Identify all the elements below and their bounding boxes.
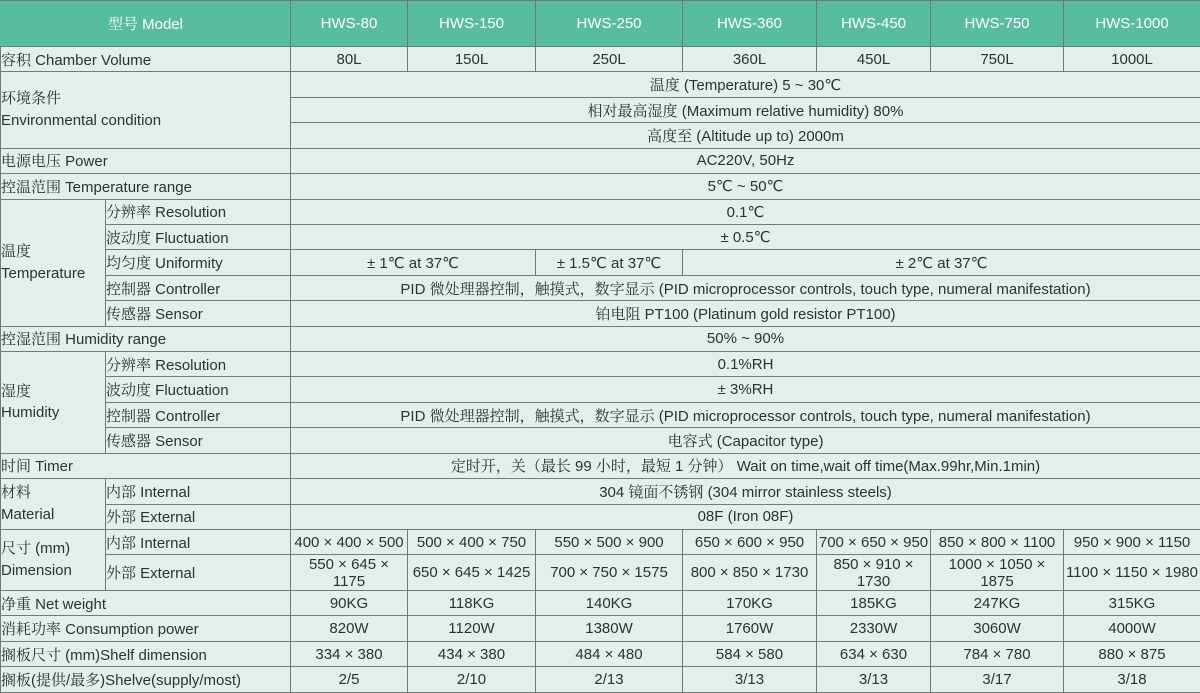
row-humidity-range <box>1 326 1200 351</box>
dimension-external-value: 800 × 850 × 1730 <box>683 555 817 591</box>
material-internal-value: 304 镜面不锈钢 (304 mirror stainless steels) <box>291 479 1200 504</box>
dimension-external-value: 850 × 910 × 1730 <box>817 555 931 591</box>
shelves-supply-label: 搁板(提供/最多)Shelve(supply/most) <box>1 667 291 693</box>
row-chamber-volume <box>1 47 1200 72</box>
temperature-resolution-value: 0.1℃ <box>291 199 1200 224</box>
temperature-uniformity-value: ± 1.5℃ at 37℃ <box>536 250 683 275</box>
header-row <box>1 1 1200 47</box>
dimension-internal-value: 400 × 400 × 500 <box>291 530 408 555</box>
row-humidity-controller <box>1 402 1200 427</box>
environment-condition: 相对最高湿度 (Maximum relative humidity) 80% <box>291 97 1200 122</box>
environment-label: 环境条件 Environmental condition <box>1 72 291 148</box>
material-external-label: 外部 External <box>106 504 291 529</box>
row-environment-temperature <box>1 72 1200 97</box>
net-weight-value: 90KG <box>291 591 408 616</box>
humidity-group-label: 湿度 Humidity <box>1 352 106 454</box>
humidity-range-value: 50% ~ 90% <box>291 326 1200 351</box>
chamber-volume-label: 容积 Chamber Volume <box>1 47 291 72</box>
row-material-external <box>1 504 1200 529</box>
column-header-hws-360: HWS-360 <box>683 1 817 47</box>
chamber-volume-value: 150L <box>408 47 536 72</box>
chamber-volume-value: 1000L <box>1064 47 1200 72</box>
shelf-dimension-value: 880 × 875 <box>1064 641 1200 666</box>
row-temperature-controller <box>1 275 1200 300</box>
row-dimension-external <box>1 555 1200 591</box>
dimension-internal-value: 550 × 500 × 900 <box>536 530 683 555</box>
dimension-internal-value: 950 × 900 × 1150 <box>1064 530 1200 555</box>
shelves-supply-value: 2/13 <box>536 667 683 693</box>
model-header-label: 型号 Model <box>1 1 291 47</box>
temperature-controller-value: PID 微处理器控制，触摸式，数字显示 (PID microprocessor controls, touch type, numeral manifestation) <box>291 275 1200 300</box>
net-weight-value: 118KG <box>408 591 536 616</box>
row-shelves-supply <box>1 667 1200 693</box>
column-header-hws-1000: HWS-1000 <box>1064 1 1200 47</box>
temperature-uniformity-value: ± 1℃ at 37℃ <box>291 250 536 275</box>
temperature-sensor-value: 铂电阻 PT100 (Platinum gold resistor PT100) <box>291 301 1200 326</box>
column-header-hws-80: HWS-80 <box>291 1 408 47</box>
power-label: 电源电压 Power <box>1 148 291 173</box>
shelves-supply-value: 3/13 <box>817 667 931 693</box>
dimension-internal-value: 700 × 650 × 950 <box>817 530 931 555</box>
consumption-power-value: 1120W <box>408 616 536 641</box>
column-header-hws-250: HWS-250 <box>536 1 683 47</box>
shelves-supply-value: 3/17 <box>931 667 1064 693</box>
row-consumption-power <box>1 616 1200 641</box>
dimension-external-value: 1100 × 1150 × 1980 <box>1064 555 1200 591</box>
consumption-power-value: 820W <box>291 616 408 641</box>
humidity-fluctuation-value: ± 3%RH <box>291 377 1200 402</box>
humidity-sensor-label: 传感器 Sensor <box>106 428 291 453</box>
humidity-controller-label: 控制器 Controller <box>106 402 291 427</box>
row-temperature-fluctuation <box>1 224 1200 249</box>
material-external-value: 08F (Iron 08F) <box>291 504 1200 529</box>
temperature-group-label: 温度 Temperature <box>1 199 106 326</box>
shelf-dimension-value: 484 × 480 <box>536 641 683 666</box>
temperature-uniformity-label: 均匀度 Uniformity <box>106 250 291 275</box>
dimension-external-value: 650 × 645 × 1425 <box>408 555 536 591</box>
material-internal-label: 内部 Internal <box>106 479 291 504</box>
consumption-power-value: 2330W <box>817 616 931 641</box>
temperature-sensor-label: 传感器 Sensor <box>106 301 291 326</box>
column-header-hws-150: HWS-150 <box>408 1 536 47</box>
temperature-range-value: 5℃ ~ 50℃ <box>291 174 1200 199</box>
shelves-supply-value: 3/13 <box>683 667 817 693</box>
net-weight-value: 185KG <box>817 591 931 616</box>
temperature-uniformity-value: ± 2℃ at 37℃ <box>683 250 1200 275</box>
shelf-dimension-value: 634 × 630 <box>817 641 931 666</box>
chamber-volume-value: 80L <box>291 47 408 72</box>
temperature-fluctuation-value: ± 0.5℃ <box>291 224 1200 249</box>
temperature-range-label: 控温范围 Temperature range <box>1 174 291 199</box>
net-weight-value: 140KG <box>536 591 683 616</box>
net-weight-value: 315KG <box>1064 591 1200 616</box>
chamber-volume-value: 360L <box>683 47 817 72</box>
humidity-resolution-value: 0.1%RH <box>291 352 1200 377</box>
dimension-internal-value: 850 × 800 × 1100 <box>931 530 1064 555</box>
consumption-power-value: 4000W <box>1064 616 1200 641</box>
row-temperature-sensor <box>1 301 1200 326</box>
row-net-weight <box>1 591 1200 616</box>
shelves-supply-value: 2/5 <box>291 667 408 693</box>
column-header-hws-450: HWS-450 <box>817 1 931 47</box>
material-group-label: 材料 Material <box>1 479 106 530</box>
temperature-fluctuation-label: 波动度 Fluctuation <box>106 224 291 249</box>
row-material-internal <box>1 479 1200 504</box>
dimension-external-value: 1000 × 1050 × 1875 <box>931 555 1064 591</box>
shelf-dimension-label: 搁板尺寸 (mm)Shelf dimension <box>1 641 291 666</box>
chamber-volume-value: 750L <box>931 47 1064 72</box>
shelf-dimension-value: 434 × 380 <box>408 641 536 666</box>
chamber-volume-value: 450L <box>817 47 931 72</box>
environment-condition: 高度至 (Altitude up to) 2000m <box>291 123 1200 148</box>
environment-condition: 温度 (Temperature) 5 ~ 30℃ <box>291 72 1200 97</box>
row-temperature-range <box>1 174 1200 199</box>
row-humidity-resolution <box>1 352 1200 377</box>
humidity-range-label: 控湿范围 Humidity range <box>1 326 291 351</box>
consumption-power-value: 1760W <box>683 616 817 641</box>
net-weight-value: 170KG <box>683 591 817 616</box>
row-shelf-dimension <box>1 641 1200 666</box>
dimension-external-label: 外部 External <box>106 555 291 591</box>
row-timer <box>1 453 1200 478</box>
dimension-internal-value: 500 × 400 × 750 <box>408 530 536 555</box>
shelf-dimension-value: 334 × 380 <box>291 641 408 666</box>
humidity-resolution-label: 分辨率 Resolution <box>106 352 291 377</box>
dimension-external-value: 700 × 750 × 1575 <box>536 555 683 591</box>
consumption-power-value: 1380W <box>536 616 683 641</box>
humidity-sensor-value: 电容式 (Capacitor type) <box>291 428 1200 453</box>
row-humidity-fluctuation <box>1 377 1200 402</box>
shelves-supply-value: 3/18 <box>1064 667 1200 693</box>
row-dimension-internal <box>1 530 1200 555</box>
row-power <box>1 148 1200 173</box>
shelf-dimension-value: 584 × 580 <box>683 641 817 666</box>
humidity-fluctuation-label: 波动度 Fluctuation <box>106 377 291 402</box>
chamber-volume-value: 250L <box>536 47 683 72</box>
humidity-controller-value: PID 微处理器控制，触摸式，数字显示 (PID microprocessor controls, touch type, numeral manifestation) <box>291 402 1200 427</box>
temperature-controller-label: 控制器 Controller <box>106 275 291 300</box>
net-weight-value: 247KG <box>931 591 1064 616</box>
dimension-internal-label: 内部 Internal <box>106 530 291 555</box>
timer-label: 时间 Timer <box>1 453 291 478</box>
consumption-power-value: 3060W <box>931 616 1064 641</box>
row-temperature-resolution <box>1 199 1200 224</box>
dimension-internal-value: 650 × 600 × 950 <box>683 530 817 555</box>
row-humidity-sensor <box>1 428 1200 453</box>
dimension-external-value: 550 × 645 × 1175 <box>291 555 408 591</box>
row-temperature-uniformity <box>1 250 1200 275</box>
power-value: AC220V, 50Hz <box>291 148 1200 173</box>
shelves-supply-value: 2/10 <box>408 667 536 693</box>
consumption-power-label: 消耗功率 Consumption power <box>1 616 291 641</box>
column-header-hws-750: HWS-750 <box>931 1 1064 47</box>
net-weight-label: 净重 Net weight <box>1 591 291 616</box>
shelf-dimension-value: 784 × 780 <box>931 641 1064 666</box>
timer-value: 定时开，关（最长 99 小时，最短 1 分钟） Wait on time,wait off time(Max.99hr,Min.1min) <box>291 453 1200 478</box>
temperature-resolution-label: 分辨率 Resolution <box>106 199 291 224</box>
dimension-group-label: 尺寸 (mm) Dimension <box>1 530 106 591</box>
